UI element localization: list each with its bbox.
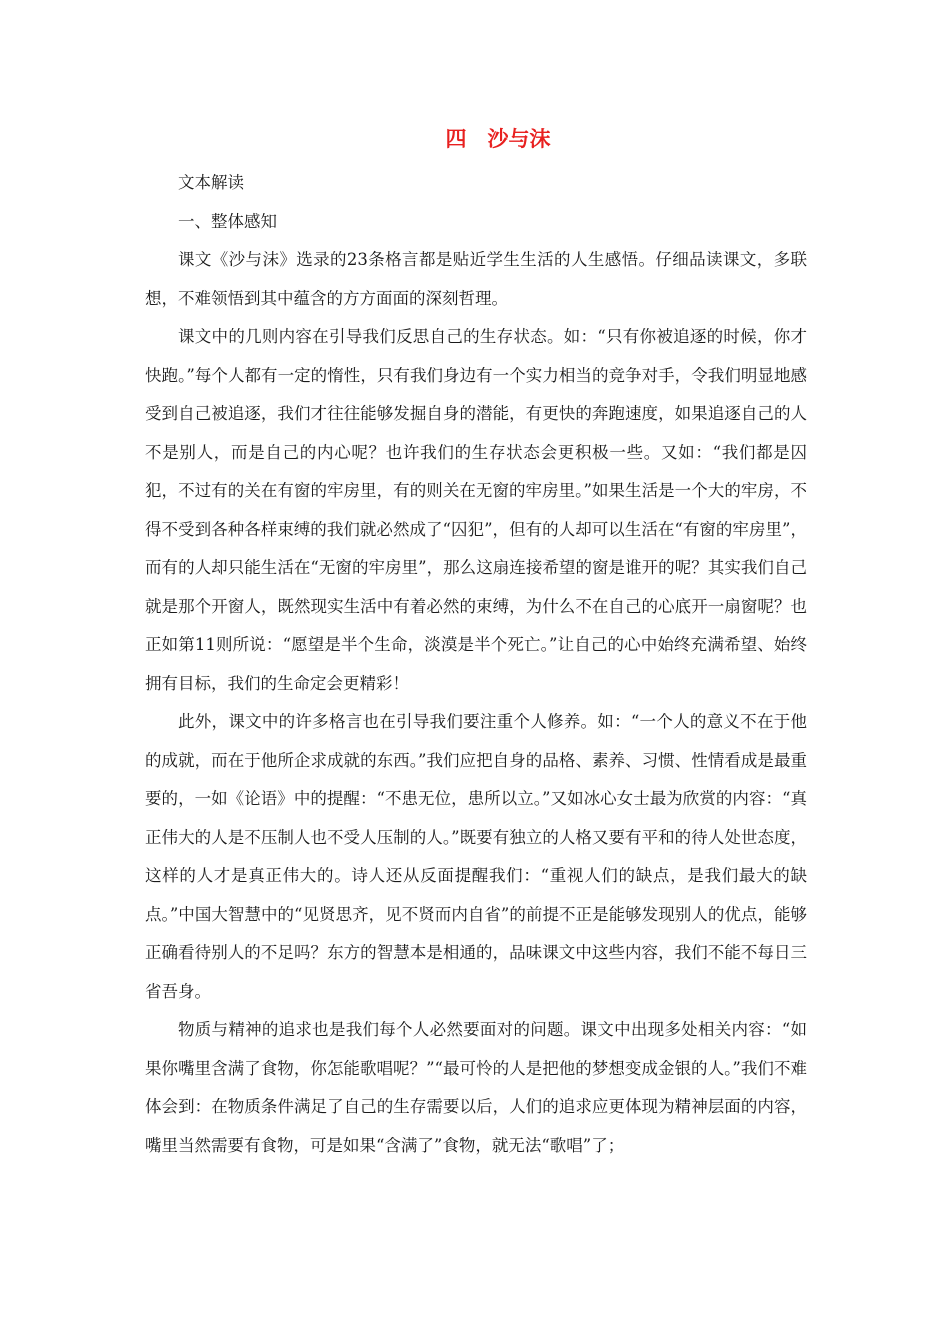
document-title: 四 沙与沫 [445,126,551,151]
paragraph: 课文中的几则内容在引导我们反思自己的生存状态。如：“只有你被追逐的时候，你才快跑。”每个人都有一定的惰性，只有我们身边有一个实力相当的竞争对手，令我们明显地感受到自己被追逐，我们才往往能够发掘自身的潜能，有更快的奔跑速度，如果追逐自己的人不是别人，而是自己的内心呢？也许我们的生存状态会更积极一些。又如：“我们都是囚犯，不过有的关在有窗的牢房里，有的则关在无窗的牢房里。”如果生活是一个大的牢房，不得不受到各种各样束缚的我们就必然成了“囚犯”，但有的人却可以生活在“有窗的牢房里”，而有的人却只能生活在“无窗的牢房里”，那么这扇连接希望的窗是谁开的呢？其实我们自己就是那个开窗人，既然现实生活中有着必然的束缚，为什么不在自己的心底开一扇窗呢？也正如第11则所说：“愿望是半个生命，淡漠是半个死亡。”让自己的心中始终充满希望、始终拥有目标，我们的生命定会更精彩！ [145,327,807,693]
section-heading: 文本解读 [178,173,244,192]
paragraph: 物质与精神的追求也是我们每个人必然要面对的问题。课文中出现多处相关内容：“如果你嘴里含满了食物，你怎能歌唱呢？”“最可怜的人是把他的梦想变成金银的人。”我们不难体会到：在物质条件满足了自己的生存需要以后，人们的追求应更体现为精神层面的内容，嘴里当然需要有食物，可是如果“含满了”食物，就无法“歌唱”了； [145,1020,807,1155]
paragraph: 此外，课文中的许多格言也在引导我们要注重个人修养。如：“一个人的意义不在于他的成就，而在于他所企求成就的东西。”我们应把自身的品格、素养、习惯、性情看成是最重要的，一如《论语》中的提醒：“不患无位，患所以立。”又如冰心女士最为欣赏的内容：“真正伟大的人是不压制人也不受人压制的人。”既要有独立的人格又要有平和的待人处世态度，这样的人才是真正伟大的。诗人还从反面提醒我们：“重视人们的缺点，是我们最大的缺点。”中国大智慧中的“见贤思齐，见不贤而内自省”的前提不正是能够发现别人的优点，能够正确看待别人的不足吗？东方的智慧本是相通的，品味课文中这些内容，我们不能不每日三省吾身。 [145,712,807,1001]
document-body [145,164,807,1165]
subsection-heading: 一、整体感知 [178,211,277,231]
paragraph: 课文《沙与沫》选录的23条格言都是贴近学生生活的人生感悟。仔细品读课文，多联想，不难领悟到其中蕴含的方方面面的深刻哲理。 [145,250,807,308]
